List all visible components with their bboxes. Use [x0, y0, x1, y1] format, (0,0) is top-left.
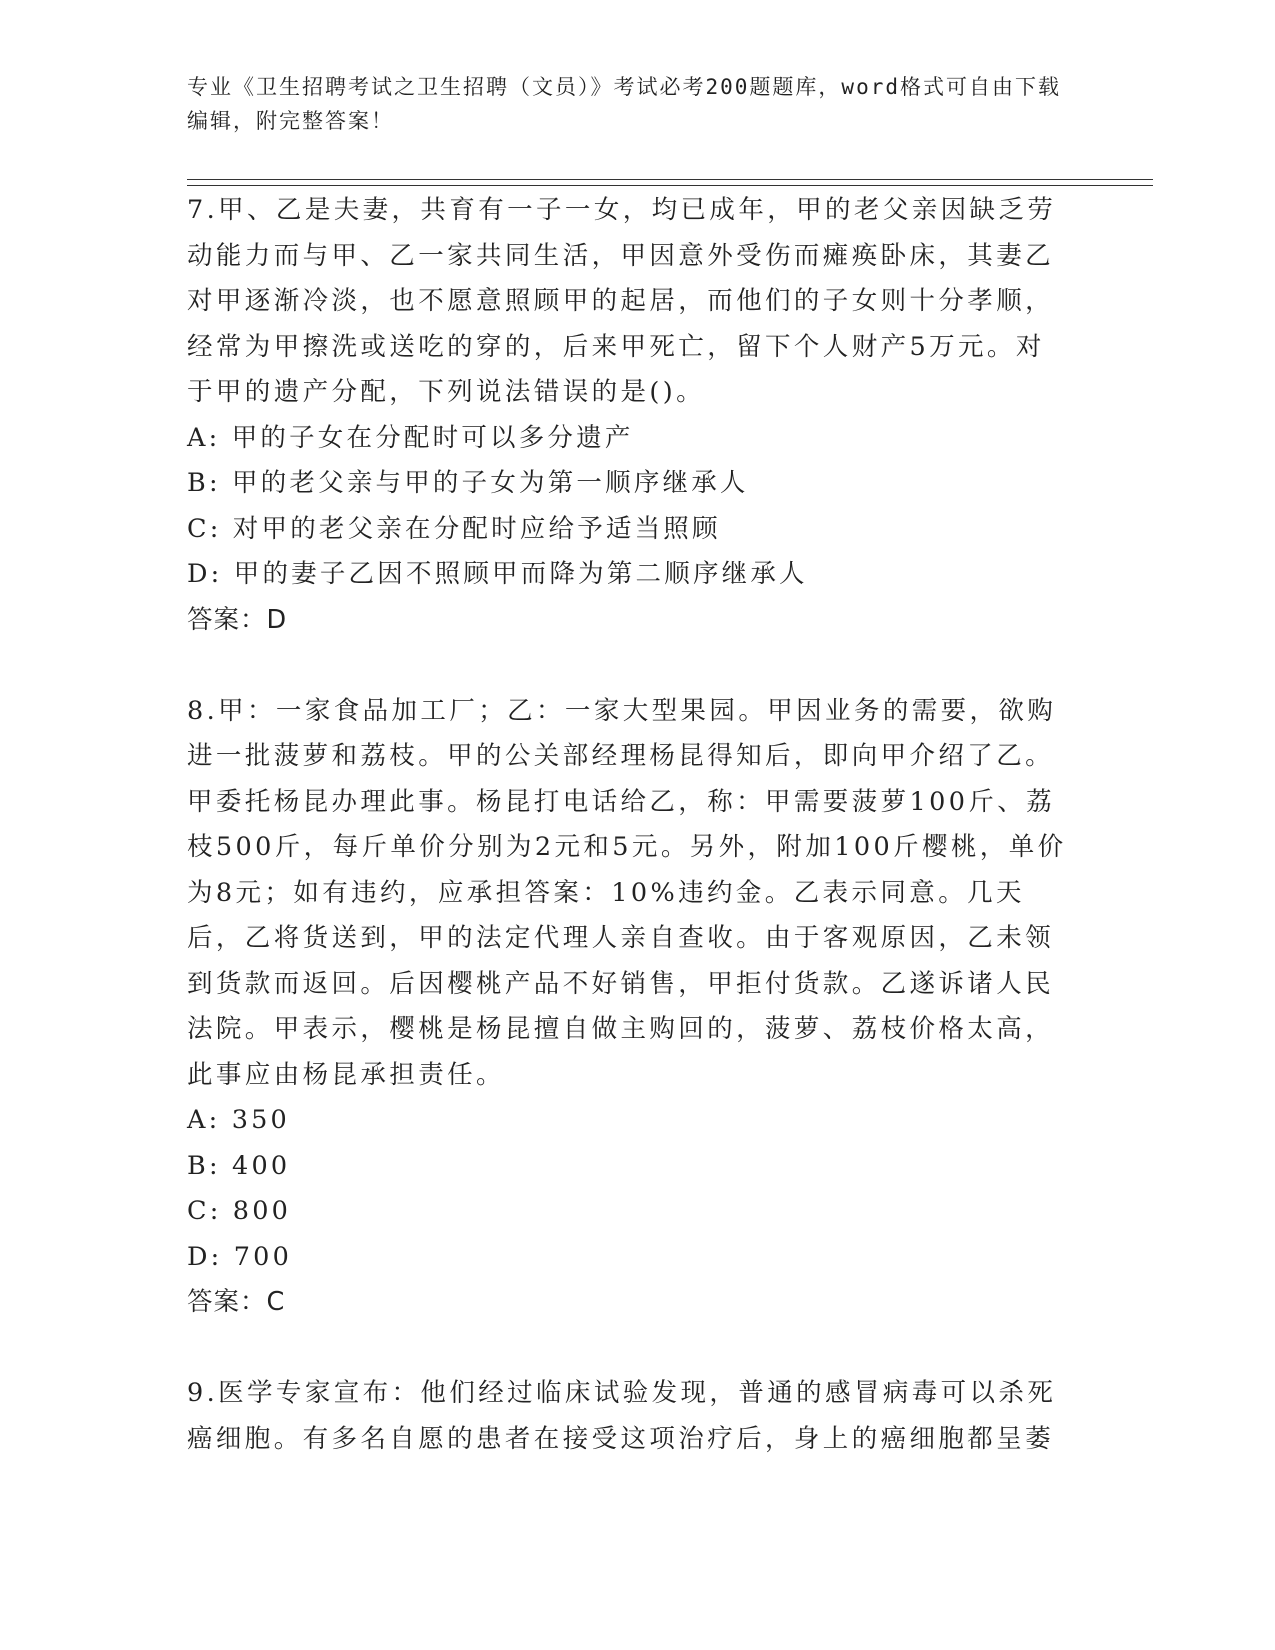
question-stem: 8.甲：一家食品加工厂；乙：一家大型果园。甲因业务的需要，欲购进一批菠萝和荔枝。甲的公关部经理杨昆得知后，即向甲介绍了乙。甲委托杨昆办理此事。杨昆打电话给乙，称：甲需要菠萝100斤、荔枝500斤，每斤单价分别为2元和5元。另外，附加100斤樱桃，单价为8元；如有违约，应承担答案：10%违约金。乙表示同意。几天后，乙将货送到，甲的法定代理人亲自查收。由于客观原因，乙未领到货款而返回。后因樱桃产品不好销售，甲拒付货款。乙遂诉诸人民法院。甲表示，樱桃是杨昆擅自做主购回的，菠萝、荔枝价格太高，此事应由杨昆承担责任。 [187, 695, 1067, 1090]
option-b: B: 400 [187, 1150, 291, 1181]
question-stem: 9.医学专家宣布：他们经过临床试验发现，普通的感冒病毒可以杀死癌细胞。有多名自愿的患者在接受这项治疗后，身上的癌细胞都呈萎 [187, 1378, 1057, 1454]
option-b: B: 甲的老父亲与甲的子女为第一顺序继承人 [187, 468, 749, 498]
question-8 [187, 689, 1067, 1326]
option-a: A: 甲的子女在分配时可以多分遗产 [187, 422, 634, 453]
answer-label: 答案：D [187, 604, 288, 635]
option-a: A: 350 [187, 1105, 290, 1135]
option-d: D: 700 [187, 1241, 293, 1272]
question-9 [187, 1371, 1067, 1462]
page-header [187, 70, 1067, 138]
answer-label: 答案：C [187, 1287, 286, 1317]
option-c: C: 800 [187, 1196, 292, 1226]
header-text: 专业《卫生招聘考试之卫生招聘（文员）》考试必考200题题库，word格式可自由下载编辑，附完整答案！ [187, 75, 1061, 133]
question-spacer [187, 1326, 1067, 1372]
option-d: D: 甲的妻子乙因不照顾甲而降为第二顺序继承人 [187, 559, 808, 589]
header-divider-top [187, 179, 1153, 180]
question-list [187, 188, 1067, 1462]
question-stem: 7.甲、乙是夫妻，共育有一子一女，均已成年，甲的老父亲因缺乏劳动能力而与甲、乙一家共同生活，甲因意外受伤而瘫痪卧床，其妻乙对甲逐渐冷淡，也不愿意照顾甲的起居，而他们的子女则十分孝顺，经常为甲擦洗或送吃的穿的，后来甲死亡，留下个人财产5万元。对于甲的遗产分配，下列说法错误的是()。 [187, 195, 1057, 407]
question-spacer [187, 643, 1067, 689]
option-c: C: 对甲的老父亲在分配时应给予适当照顾 [187, 513, 721, 544]
header-divider-bottom [187, 185, 1153, 186]
question-7 [187, 188, 1067, 643]
